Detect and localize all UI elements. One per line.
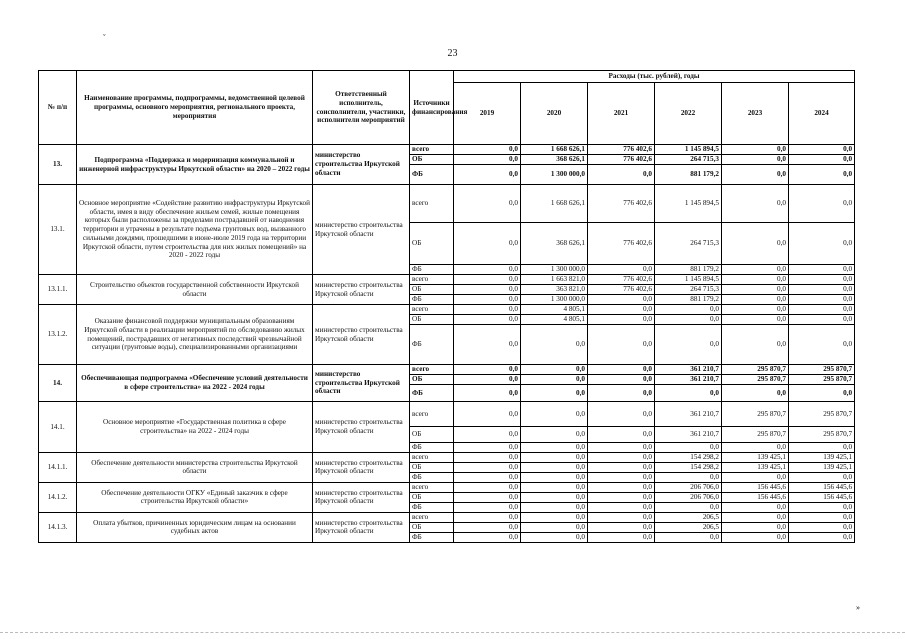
amount-cell: 0,0 [588, 165, 655, 185]
row-number: 14.1. [39, 402, 77, 453]
amount-cell: 0,0 [521, 492, 588, 502]
amount-cell: 0,0 [454, 285, 521, 295]
amount-cell: 0,0 [789, 385, 855, 402]
funding-source: ОБ [410, 223, 454, 265]
header-year: 2024 [789, 83, 855, 145]
amount-cell: 0,0 [521, 482, 588, 492]
row-number: 14.1.2. [39, 482, 77, 512]
amount-cell: 1 145 894,5 [655, 145, 722, 155]
measure-name: Обеспечивающая подпрограмма «Обеспечение условий деятельности в сфере строительства» на 2022 - 2024 годы [77, 365, 313, 402]
amount-cell: 0,0 [722, 522, 789, 532]
amount-cell: 0,0 [722, 165, 789, 185]
measure-name: Строительство объектов государственной собственности Иркутской области [77, 275, 313, 305]
amount-cell: 156 445,6 [789, 482, 855, 492]
amount-cell: 0,0 [588, 472, 655, 482]
amount-cell: 0,0 [521, 443, 588, 453]
funding-source: всего [410, 512, 454, 522]
funding-source: всего [410, 305, 454, 315]
amount-cell: 0,0 [454, 462, 521, 472]
row-number: 14.1.3. [39, 512, 77, 542]
amount-cell: 0,0 [655, 315, 722, 325]
amount-cell: 0,0 [722, 265, 789, 275]
stray-mark: ˇ [103, 33, 106, 42]
amount-cell: 0,0 [588, 522, 655, 532]
amount-cell: 295 870,7 [789, 375, 855, 385]
measure-name: Обеспечение деятельности ОГКУ «Единый заказчик в сфере строительства Иркутской области» [77, 482, 313, 512]
amount-cell: 0,0 [722, 315, 789, 325]
amount-cell: 206,5 [655, 522, 722, 532]
amount-cell: 0,0 [454, 365, 521, 375]
amount-cell: 0,0 [722, 155, 789, 165]
amount-cell: 206 706,0 [655, 492, 722, 502]
funding-source: всего [410, 185, 454, 223]
amount-cell: 0,0 [789, 265, 855, 275]
amount-cell: 0,0 [521, 512, 588, 522]
measure-name: Основное мероприятие «Содействие развитию инфраструктуры Иркутской области, имея в виду обеспечение жильем семей, жилые помещения которых были расположены за пределами пострадавшей от наводнения территории и утрачены в результате подъема грунтовых вод, вызванного сильными дождями, прошедшими в июне-июле 2019 года на территории Иркутской области, путем строительства для них жилых помещений» на 2020 - 2022 годы [77, 185, 313, 275]
amount-cell: 1 145 894,5 [655, 275, 722, 285]
amount-cell: 0,0 [789, 325, 855, 365]
amount-cell: 0,0 [521, 452, 588, 462]
amount-cell: 0,0 [588, 265, 655, 275]
scan-artifact-line [0, 632, 905, 635]
amount-cell: 0,0 [588, 443, 655, 453]
amount-cell: 0,0 [588, 402, 655, 427]
row-number: 14.1.1. [39, 452, 77, 482]
amount-cell: 0,0 [588, 427, 655, 443]
amount-cell: 0,0 [521, 472, 588, 482]
amount-cell: 0,0 [722, 472, 789, 482]
funding-source: всего [410, 482, 454, 492]
table-row [39, 365, 855, 375]
amount-cell: 0,0 [588, 315, 655, 325]
page-number: 23 [447, 48, 458, 59]
amount-cell: 0,0 [722, 295, 789, 305]
amount-cell: 1 145 894,5 [655, 185, 722, 223]
row-number: 13.1. [39, 185, 77, 275]
amount-cell: 154 298,2 [655, 462, 722, 472]
measure-name: Оказание финансовой поддержки муниципальным образованиям Иркутской области в реализации мероприятий по обследованию жилых помещений, пострадавших от негативных последствий чрезвычайной ситуации (грунтовые воды), специализированными организациями [77, 305, 313, 365]
amount-cell: 1 668 626,1 [521, 145, 588, 155]
corner-mark: » [856, 603, 860, 612]
amount-cell: 0,0 [655, 305, 722, 315]
amount-cell: 776 402,6 [588, 145, 655, 155]
executor: министерство строительства Иркутской области [313, 145, 410, 185]
amount-cell: 139 425,1 [789, 452, 855, 462]
amount-cell: 0,0 [789, 295, 855, 305]
amount-cell: 0,0 [454, 402, 521, 427]
funding-source: всего [410, 365, 454, 375]
amount-cell: 139 425,1 [722, 462, 789, 472]
amount-cell: 0,0 [789, 185, 855, 223]
amount-cell: 0,0 [454, 265, 521, 275]
funding-source: ФБ [410, 165, 454, 185]
amount-cell: 295 870,7 [789, 427, 855, 443]
amount-cell: 264 715,3 [655, 155, 722, 165]
amount-cell: 0,0 [789, 285, 855, 295]
amount-cell: 0,0 [521, 325, 588, 365]
amount-cell: 295 870,7 [722, 402, 789, 427]
amount-cell: 0,0 [588, 502, 655, 512]
amount-cell: 139 425,1 [789, 462, 855, 472]
header-no: № п/п [39, 71, 77, 145]
amount-cell: 0,0 [454, 295, 521, 305]
amount-cell: 156 445,6 [722, 482, 789, 492]
table-row [39, 185, 855, 223]
amount-cell: 368 626,1 [521, 155, 588, 165]
amount-cell: 0,0 [454, 452, 521, 462]
amount-cell: 361 210,7 [655, 402, 722, 427]
funding-source: ОБ [410, 375, 454, 385]
amount-cell: 0,0 [789, 315, 855, 325]
funding-source: ФБ [410, 385, 454, 402]
funding-source: ФБ [410, 502, 454, 512]
amount-cell: 0,0 [588, 325, 655, 365]
executor: министерство строительства Иркутской области [313, 482, 410, 512]
header-year: 2022 [655, 83, 722, 145]
amount-cell: 0,0 [521, 385, 588, 402]
amount-cell: 0,0 [722, 325, 789, 365]
amount-cell: 1 668 626,1 [521, 185, 588, 223]
amount-cell: 0,0 [454, 185, 521, 223]
amount-cell: 0,0 [789, 472, 855, 482]
amount-cell: 1 300 000,0 [521, 265, 588, 275]
amount-cell: 0,0 [454, 325, 521, 365]
funding-source: ФБ [410, 295, 454, 305]
amount-cell: 0,0 [521, 365, 588, 375]
funding-source: ОБ [410, 155, 454, 165]
amount-cell: 0,0 [655, 532, 722, 542]
amount-cell: 368 626,1 [521, 223, 588, 265]
funding-source: ОБ [410, 462, 454, 472]
measure-name: Обеспечение деятельности министерства строительства Иркутской области [77, 452, 313, 482]
amount-cell: 0,0 [722, 145, 789, 155]
executor: министерство строительства Иркутской области [313, 305, 410, 365]
amount-cell: 0,0 [588, 462, 655, 472]
table-row [39, 305, 855, 315]
amount-cell: 0,0 [789, 522, 855, 532]
amount-cell: 0,0 [454, 492, 521, 502]
amount-cell: 295 870,7 [722, 427, 789, 443]
executor: министерство строительства Иркутской области [313, 275, 410, 305]
executor: министерство строительства Иркутской области [313, 365, 410, 402]
funding-source: всего [410, 145, 454, 155]
amount-cell: 0,0 [588, 492, 655, 502]
amount-cell: 0,0 [789, 305, 855, 315]
amount-cell: 264 715,3 [655, 285, 722, 295]
amount-cell: 0,0 [521, 427, 588, 443]
amount-cell: 0,0 [454, 145, 521, 155]
table-row [39, 275, 855, 285]
header-year: 2020 [521, 83, 588, 145]
amount-cell: 0,0 [454, 443, 521, 453]
amount-cell: 154 298,2 [655, 452, 722, 462]
amount-cell: 0,0 [454, 165, 521, 185]
amount-cell: 0,0 [521, 462, 588, 472]
header-expenses: Расходы (тыс. рублей), годы [454, 71, 855, 83]
table-body [39, 145, 855, 543]
funding-source: ОБ [410, 522, 454, 532]
measure-name: Основное мероприятие «Государственная политика в сфере строительства» на 2022 - 2024 годы [77, 402, 313, 453]
amount-cell: 0,0 [789, 145, 855, 155]
amount-cell: 0,0 [588, 375, 655, 385]
amount-cell: 0,0 [588, 482, 655, 492]
table-row [39, 512, 855, 522]
funding-source: всего [410, 452, 454, 462]
amount-cell: 776 402,6 [588, 285, 655, 295]
executor: министерство строительства Иркутской области [313, 402, 410, 453]
header-year: 2019 [454, 83, 521, 145]
amount-cell: 0,0 [454, 275, 521, 285]
funding-source: ФБ [410, 443, 454, 453]
amount-cell: 0,0 [789, 223, 855, 265]
amount-cell: 0,0 [655, 443, 722, 453]
amount-cell: 0,0 [722, 385, 789, 402]
amount-cell: 0,0 [722, 502, 789, 512]
header-source: Источники финансирования [410, 71, 454, 145]
amount-cell: 0,0 [722, 305, 789, 315]
funding-source: ФБ [410, 265, 454, 275]
funding-source: ОБ [410, 492, 454, 502]
amount-cell: 0,0 [454, 502, 521, 512]
funding-source: ОБ [410, 427, 454, 443]
amount-cell: 0,0 [722, 275, 789, 285]
amount-cell: 0,0 [789, 532, 855, 542]
amount-cell: 0,0 [454, 427, 521, 443]
amount-cell: 0,0 [521, 402, 588, 427]
funding-source: ФБ [410, 532, 454, 542]
amount-cell: 0,0 [521, 502, 588, 512]
amount-cell: 361 210,7 [655, 365, 722, 375]
header-year: 2021 [588, 83, 655, 145]
header-executor: Ответственный исполнитель, соисполнители, участники, исполнители мероприятий [313, 71, 410, 145]
amount-cell: 0,0 [454, 375, 521, 385]
row-number: 13.1.2. [39, 305, 77, 365]
row-number: 13.1.1. [39, 275, 77, 305]
amount-cell: 0,0 [454, 155, 521, 165]
executor: министерство строительства Иркутской области [313, 512, 410, 542]
amount-cell: 0,0 [789, 165, 855, 185]
amount-cell: 0,0 [454, 512, 521, 522]
amount-cell: 776 402,6 [588, 223, 655, 265]
amount-cell: 0,0 [454, 522, 521, 532]
header-name: Наименование программы, подпрограммы, ведомственной целевой программы, основного мероприятия, регионального проекта, мероприятия [77, 71, 313, 145]
executor: министерство строительства Иркутской области [313, 185, 410, 275]
amount-cell: 206,5 [655, 512, 722, 522]
measure-name: Подпрограмма «Поддержка и модернизация коммунальной и инженерной инфраструктуры Иркутской области» на 2020 – 2022 годы [77, 145, 313, 185]
amount-cell: 0,0 [655, 325, 722, 365]
amount-cell: 295 870,7 [722, 375, 789, 385]
amount-cell: 0,0 [521, 522, 588, 532]
table-row [39, 482, 855, 492]
amount-cell: 139 425,1 [722, 452, 789, 462]
amount-cell: 0,0 [588, 295, 655, 305]
row-number: 14. [39, 365, 77, 402]
amount-cell: 156 445,6 [722, 492, 789, 502]
amount-cell: 361 210,7 [655, 427, 722, 443]
amount-cell: 0,0 [789, 512, 855, 522]
amount-cell: 1 300 000,0 [521, 165, 588, 185]
amount-cell: 363 821,0 [521, 285, 588, 295]
budget-table [38, 70, 855, 543]
amount-cell: 0,0 [789, 502, 855, 512]
funding-source: ОБ [410, 315, 454, 325]
measure-name: Оплата убытков, причиненных юридическим лицам на основании судебных актов [77, 512, 313, 542]
amount-cell: 0,0 [588, 385, 655, 402]
amount-cell: 0,0 [454, 385, 521, 402]
amount-cell: 881 179,2 [655, 165, 722, 185]
amount-cell: 0,0 [454, 305, 521, 315]
amount-cell: 0,0 [722, 223, 789, 265]
amount-cell: 295 870,7 [722, 365, 789, 375]
amount-cell: 0,0 [454, 472, 521, 482]
amount-cell: 0,0 [588, 305, 655, 315]
amount-cell: 881 179,2 [655, 295, 722, 305]
amount-cell: 1 300 000,0 [521, 295, 588, 305]
amount-cell: 0,0 [521, 532, 588, 542]
amount-cell: 776 402,6 [588, 155, 655, 165]
amount-cell: 0,0 [722, 285, 789, 295]
amount-cell: 0,0 [722, 532, 789, 542]
amount-cell: 776 402,6 [588, 275, 655, 285]
amount-cell: 0,0 [789, 275, 855, 285]
amount-cell: 156 445,6 [789, 492, 855, 502]
amount-cell: 0,0 [789, 443, 855, 453]
executor: министерство строительства Иркутской области [313, 452, 410, 482]
amount-cell: 0,0 [588, 512, 655, 522]
funding-source: всего [410, 402, 454, 427]
amount-cell: 4 805,1 [521, 305, 588, 315]
amount-cell: 0,0 [655, 472, 722, 482]
amount-cell: 0,0 [722, 443, 789, 453]
funding-source: ФБ [410, 472, 454, 482]
header-year: 2023 [722, 83, 789, 145]
amount-cell: 264 715,3 [655, 223, 722, 265]
amount-cell: 0,0 [454, 223, 521, 265]
table-row [39, 402, 855, 427]
amount-cell: 295 870,7 [789, 365, 855, 375]
amount-cell: 881 179,2 [655, 265, 722, 275]
funding-source: ФБ [410, 325, 454, 365]
amount-cell: 0,0 [454, 532, 521, 542]
amount-cell: 1 663 821,0 [521, 275, 588, 285]
funding-source: ОБ [410, 285, 454, 295]
funding-source: всего [410, 275, 454, 285]
amount-cell: 0,0 [722, 185, 789, 223]
amount-cell: 776 402,6 [588, 185, 655, 223]
amount-cell: 0,0 [722, 512, 789, 522]
amount-cell: 4 805,1 [521, 315, 588, 325]
amount-cell: 0,0 [454, 482, 521, 492]
amount-cell: 0,0 [454, 315, 521, 325]
amount-cell: 0,0 [588, 452, 655, 462]
amount-cell: 0,0 [789, 155, 855, 165]
table-row [39, 452, 855, 462]
amount-cell: 0,0 [655, 385, 722, 402]
amount-cell: 0,0 [588, 365, 655, 375]
amount-cell: 0,0 [655, 502, 722, 512]
amount-cell: 206 706,0 [655, 482, 722, 492]
row-number: 13. [39, 145, 77, 185]
amount-cell: 295 870,7 [789, 402, 855, 427]
table-row [39, 145, 855, 155]
amount-cell: 361 210,7 [655, 375, 722, 385]
amount-cell: 0,0 [521, 375, 588, 385]
amount-cell: 0,0 [588, 532, 655, 542]
